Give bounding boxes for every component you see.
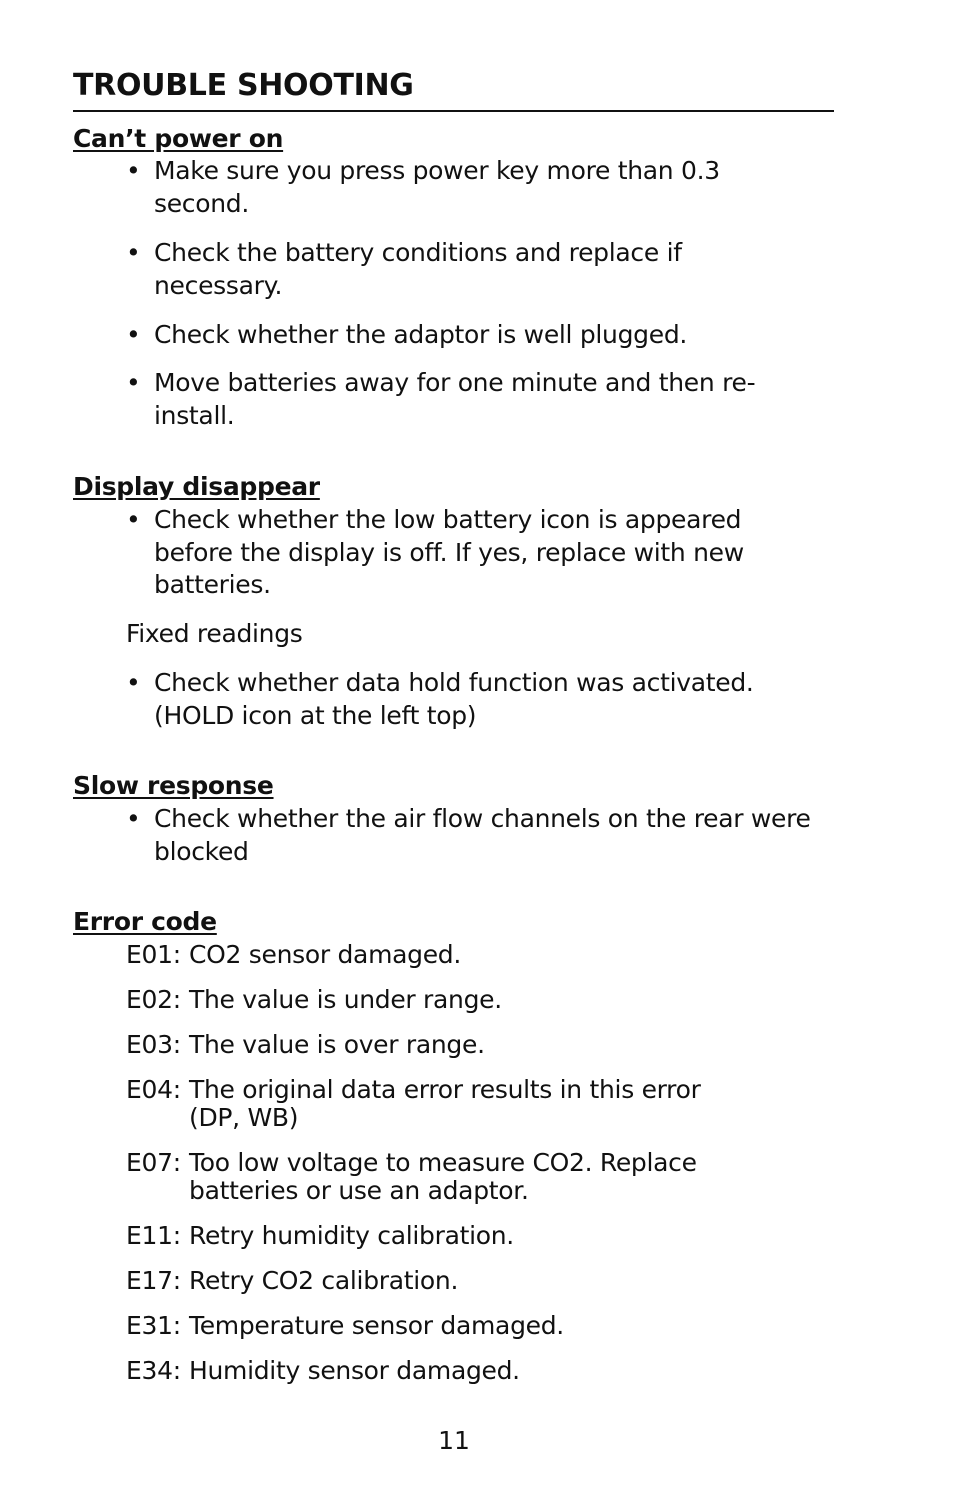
error-description: The value is over range. — [189, 1030, 485, 1059]
error-description: Humidity sensor damaged. — [189, 1356, 520, 1385]
bullet-marker: • — [126, 668, 141, 697]
section-heading-errors: Error code — [73, 907, 217, 936]
list-item-text: Check whether data hold function was activated. (HOLD icon at the left top) — [154, 668, 754, 730]
section-heading-display: Display disappear — [73, 472, 320, 501]
error-code: E01: — [126, 940, 181, 969]
error-code-row — [126, 1357, 826, 1385]
list-item — [126, 237, 826, 302]
title-divider — [73, 110, 834, 112]
bullet-marker: • — [126, 804, 141, 833]
error-code-row — [126, 1149, 826, 1205]
list-item-text: Check whether the adaptor is well plugged. — [154, 320, 688, 349]
list-item — [126, 319, 826, 352]
error-code: E07: — [126, 1148, 181, 1177]
list-item — [126, 367, 826, 432]
error-description: Retry CO2 calibration. — [189, 1266, 459, 1295]
bullet-marker: • — [126, 238, 141, 267]
error-description: Retry humidity calibration. — [189, 1221, 514, 1250]
error-description: Temperature sensor damaged. — [189, 1311, 564, 1340]
list-item — [126, 155, 826, 220]
error-code-row — [126, 1222, 826, 1250]
error-code-row — [126, 986, 826, 1014]
bullet-marker: • — [126, 505, 141, 534]
bullet-marker: • — [126, 368, 141, 397]
error-code: E03: — [126, 1030, 181, 1059]
section-heading-slow: Slow response — [73, 771, 274, 800]
error-code: E34: — [126, 1356, 181, 1385]
list-item-text: Move batteries away for one minute and then re-install. — [154, 368, 756, 430]
sub-label-fixed-readings: Fixed readings — [126, 619, 303, 648]
error-code: E04: — [126, 1075, 181, 1104]
list-item-text: Check whether the low battery icon is appeared before the display is off. If yes, replace with new batteries. — [154, 505, 744, 599]
error-description: CO2 sensor damaged. — [189, 940, 462, 969]
error-description: The value is under range. — [189, 985, 502, 1014]
error-code-row — [126, 1312, 826, 1340]
error-code: E31: — [126, 1311, 181, 1340]
list-item-text: Check whether the air flow channels on the rear were blocked — [154, 804, 811, 866]
error-code: E11: — [126, 1221, 181, 1250]
error-description: The original data error results in this error (DP, WB) — [189, 1075, 701, 1132]
error-code: E17: — [126, 1266, 181, 1295]
section-heading-power: Can’t power on — [73, 124, 284, 153]
list-item — [126, 504, 826, 602]
error-code-row — [126, 1267, 826, 1295]
bullet-marker: • — [126, 320, 141, 349]
error-code: E02: — [126, 985, 181, 1014]
list-item-text: Check the battery conditions and replace if necessary. — [154, 238, 682, 300]
page-number: 11 — [438, 1426, 470, 1455]
list-item-text: Make sure you press power key more than 0.3 second. — [154, 156, 720, 218]
list-item — [126, 803, 826, 868]
error-code-row — [126, 1031, 826, 1059]
page-title: TROUBLE SHOOTING — [73, 68, 414, 103]
list-item — [126, 667, 826, 732]
error-description: Too low voltage to measure CO2. Replace batteries or use an adaptor. — [189, 1148, 697, 1205]
error-code-row — [126, 941, 826, 969]
error-code-row — [126, 1076, 826, 1132]
bullet-marker: • — [126, 156, 141, 185]
